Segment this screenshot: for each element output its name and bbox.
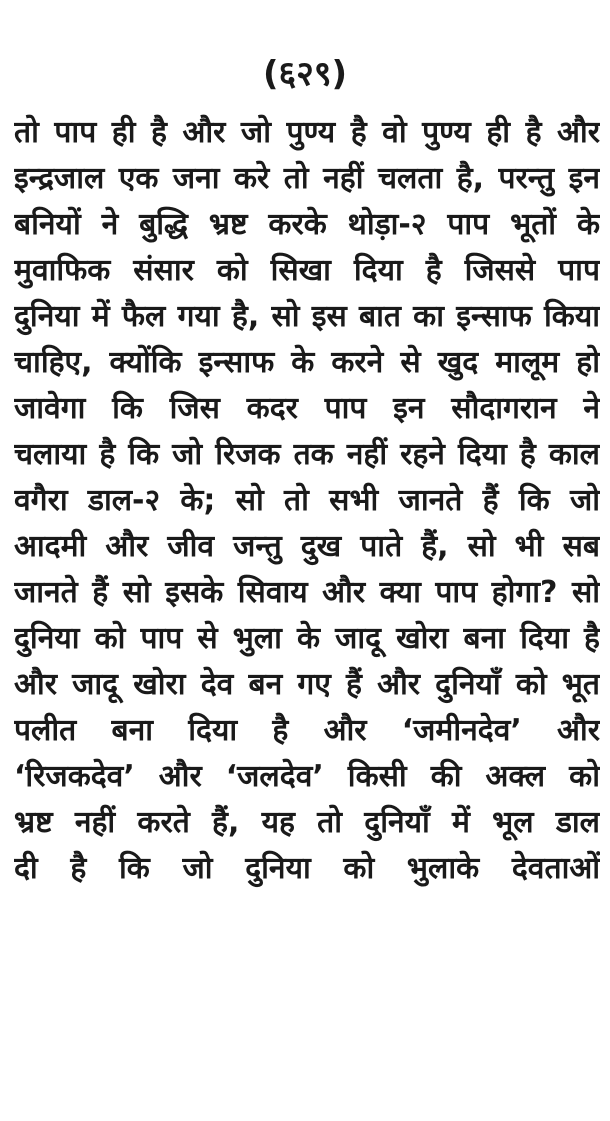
text-line: मुवाफिक संसार को सिखा दिया है जिससे पाप	[14, 253, 600, 288]
text-line: तो पाप ही है और जो पुण्य है वो पुण्य ही है और	[14, 115, 600, 150]
text-line: दुनिया को पाप से भुला के जादू खोरा बना दिया है	[14, 621, 600, 656]
text-line: वगैरा डाल-२ के; सो तो सभी जानते हैं कि जो	[14, 483, 600, 518]
text-line: दी है कि जो दुनिया को भुलाके देवताओं	[14, 851, 600, 886]
text-line: और जादू खोरा देव बन गए हैं और दुनियाँ को भूत	[14, 667, 600, 702]
text-line: बनियों ने बुद्धि भ्रष्ट करके थोड़ा-२ पाप भूतों के	[14, 207, 600, 242]
page-number: (६२९)	[262, 54, 348, 94]
text-line: ‘रिजकदेव’ और ‘जलदेव’ किसी की अक्ल को	[14, 759, 600, 794]
text-line: जानते हैं सो इसके सिवाय और क्या पाप होगा? सो	[14, 575, 600, 610]
text-line: चाहिए, क्योंकि इन्साफ के करने से खुद मालूम हो	[14, 345, 600, 380]
text-line: इन्द्रजाल एक जना करे तो नहीं चलता है, परन्तु इन	[14, 161, 600, 196]
text-line: जावेगा कि जिस कदर पाप इन सौदागरान ने	[14, 391, 600, 426]
text-line: दुनिया में फैल गया है, सो इस बात का इन्साफ किया	[14, 299, 600, 334]
body-text	[14, 110, 600, 892]
text-line: भ्रष्ट नहीं करते हैं, यह तो दुनियाँ में भूल डाल	[14, 805, 600, 840]
text-line: पलीत बना दिया है और ‘जमीनदेव’ और	[14, 713, 600, 748]
text-line: चलाया है कि जो रिजक तक नहीं रहने दिया है काल	[14, 437, 600, 472]
text-line: आदमी और जीव जन्तु दुख पाते हैं, सो भी सब	[14, 529, 600, 564]
